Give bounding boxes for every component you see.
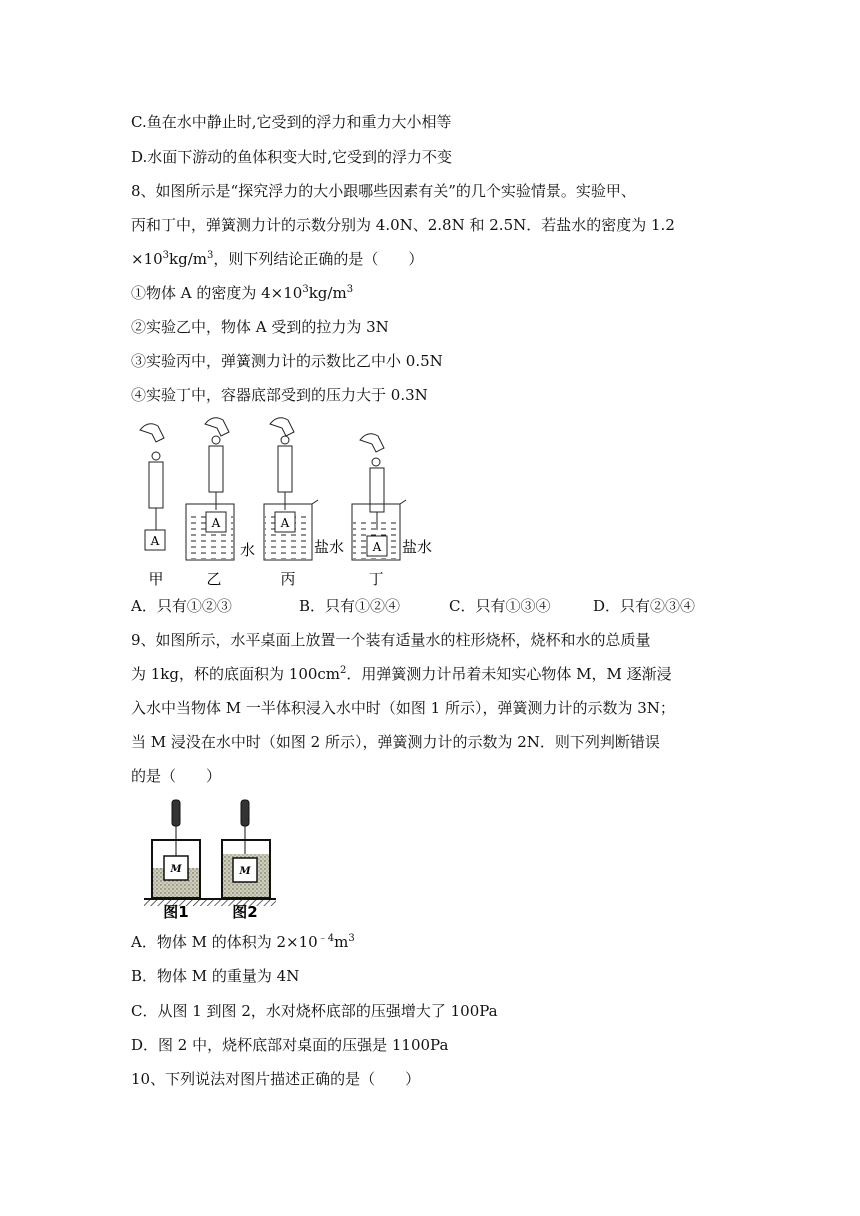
statement-2: ②实验乙中，物体 A 受到的拉力为 3N [131, 318, 389, 336]
superscript: ﹣4 [317, 933, 335, 944]
text-span: A．物体 M 的体积为 2×10 [131, 933, 318, 951]
caption-fig2: 图2 [232, 903, 258, 920]
superscript: 3 [346, 284, 354, 295]
q9-option-a[interactable] [131, 932, 355, 952]
q8-option-d[interactable]: D．只有②③④ [593, 597, 696, 615]
superscript: 3 [302, 284, 309, 295]
q9-stem-line3: 入水中当物体 M 一半体积浸入水中时（如图 1 所示），弹簧测力计的示数为 3N； [131, 699, 675, 717]
q8-option-b[interactable]: B．只有①②④ [299, 597, 401, 615]
option-c-line: C.鱼在水中静止时,它受到的浮力和重力大小相等 [131, 113, 452, 131]
setup-bing [264, 418, 318, 560]
q9-option-d[interactable]: D．图 2 中，烧杯底部对桌面的压强是 1100Pa [131, 1036, 449, 1054]
label-yi: 乙 [206, 570, 222, 588]
label-bing: 丙 [280, 570, 296, 588]
text-span: ，则下列结论正确的是（ ） [213, 250, 424, 268]
q9-option-c[interactable]: C．从图 1 到图 2，水对烧杯底部的压强增大了 100Pa [131, 1002, 498, 1020]
text-span: ×10 [131, 250, 163, 268]
text-span: m [334, 933, 349, 951]
superscript: 3 [348, 933, 355, 944]
option-d-line: D.水面下游动的鱼体积变大时,它受到的浮力不变 [131, 148, 453, 166]
liquid-label-salt2: 盐水 [402, 538, 433, 556]
q9-figure [140, 796, 280, 920]
block-label: A [280, 516, 290, 530]
statement-1 [131, 283, 353, 303]
label-jia: 甲 [148, 570, 164, 588]
q9-stem-line5: 的是（ ） [131, 767, 222, 785]
setup-jia [140, 424, 165, 550]
q8-options [131, 596, 695, 616]
text-span: kg/m [169, 250, 207, 268]
superscript: 2 [340, 665, 347, 676]
q8-option-c[interactable]: C．只有①③④ [449, 597, 551, 615]
q8-stem-line3 [131, 249, 423, 269]
fig9-setup-2 [222, 800, 270, 898]
text-span: ．用弹簧测力计吊着未知实心物体 M，M 逐渐浸 [346, 665, 672, 683]
liquid-label-water: 水 [240, 541, 256, 559]
block-label: A [372, 540, 382, 554]
q8-option-a[interactable]: A．只有①②③ [131, 597, 232, 615]
block-label: M [170, 864, 182, 875]
setup-yi [186, 418, 234, 560]
q8-experiment-figure [130, 412, 450, 590]
superscript: 3 [207, 250, 214, 261]
q9-stem-line2 [131, 664, 672, 684]
q10-stem: 10、下列说法对图片描述正确的是（ ） [131, 1070, 421, 1088]
liquid-label-salt1: 盐水 [314, 538, 345, 556]
q9-option-b[interactable]: B．物体 M 的重量为 4N [131, 967, 300, 985]
text-span: kg/m [308, 284, 347, 302]
label-ding: 丁 [368, 570, 384, 588]
superscript: 3 [162, 250, 170, 261]
q8-stem-line2: 丙和丁中，弹簧测力计的示数分别为 4.0N、2.8N 和 2.5N．若盐水的密度为 1.2 [131, 216, 675, 234]
text-span: ①物体 A 的密度为 4×10 [131, 284, 303, 302]
block-label: A [211, 516, 221, 530]
text-span: 为 1kg，杯的底面积为 100cm [131, 665, 341, 683]
caption-fig1: 图1 [163, 903, 189, 920]
statement-3: ③实验丙中，弹簧测力计的示数比乙中小 0.5N [131, 352, 443, 370]
q8-stem-line1: 8、如图所示是“探究浮力的大小跟哪些因素有关”的几个实验情景。实验甲、 [131, 182, 636, 200]
fig9-setup-1 [152, 800, 200, 898]
q9-stem-line4: 当 M 浸没在水中时（如图 2 所示），弹簧测力计的示数为 2N．则下列判断错误 [131, 733, 660, 751]
block-label: M [239, 866, 251, 877]
statement-4: ④实验丁中，容器底部受到的压力大于 0.3N [131, 386, 428, 404]
setup-ding [352, 434, 406, 560]
block-label: A [150, 534, 160, 548]
q9-stem-line1: 9、如图所示，水平桌面上放置一个装有适量水的柱形烧杯，烧杯和水的总质量 [131, 631, 651, 649]
